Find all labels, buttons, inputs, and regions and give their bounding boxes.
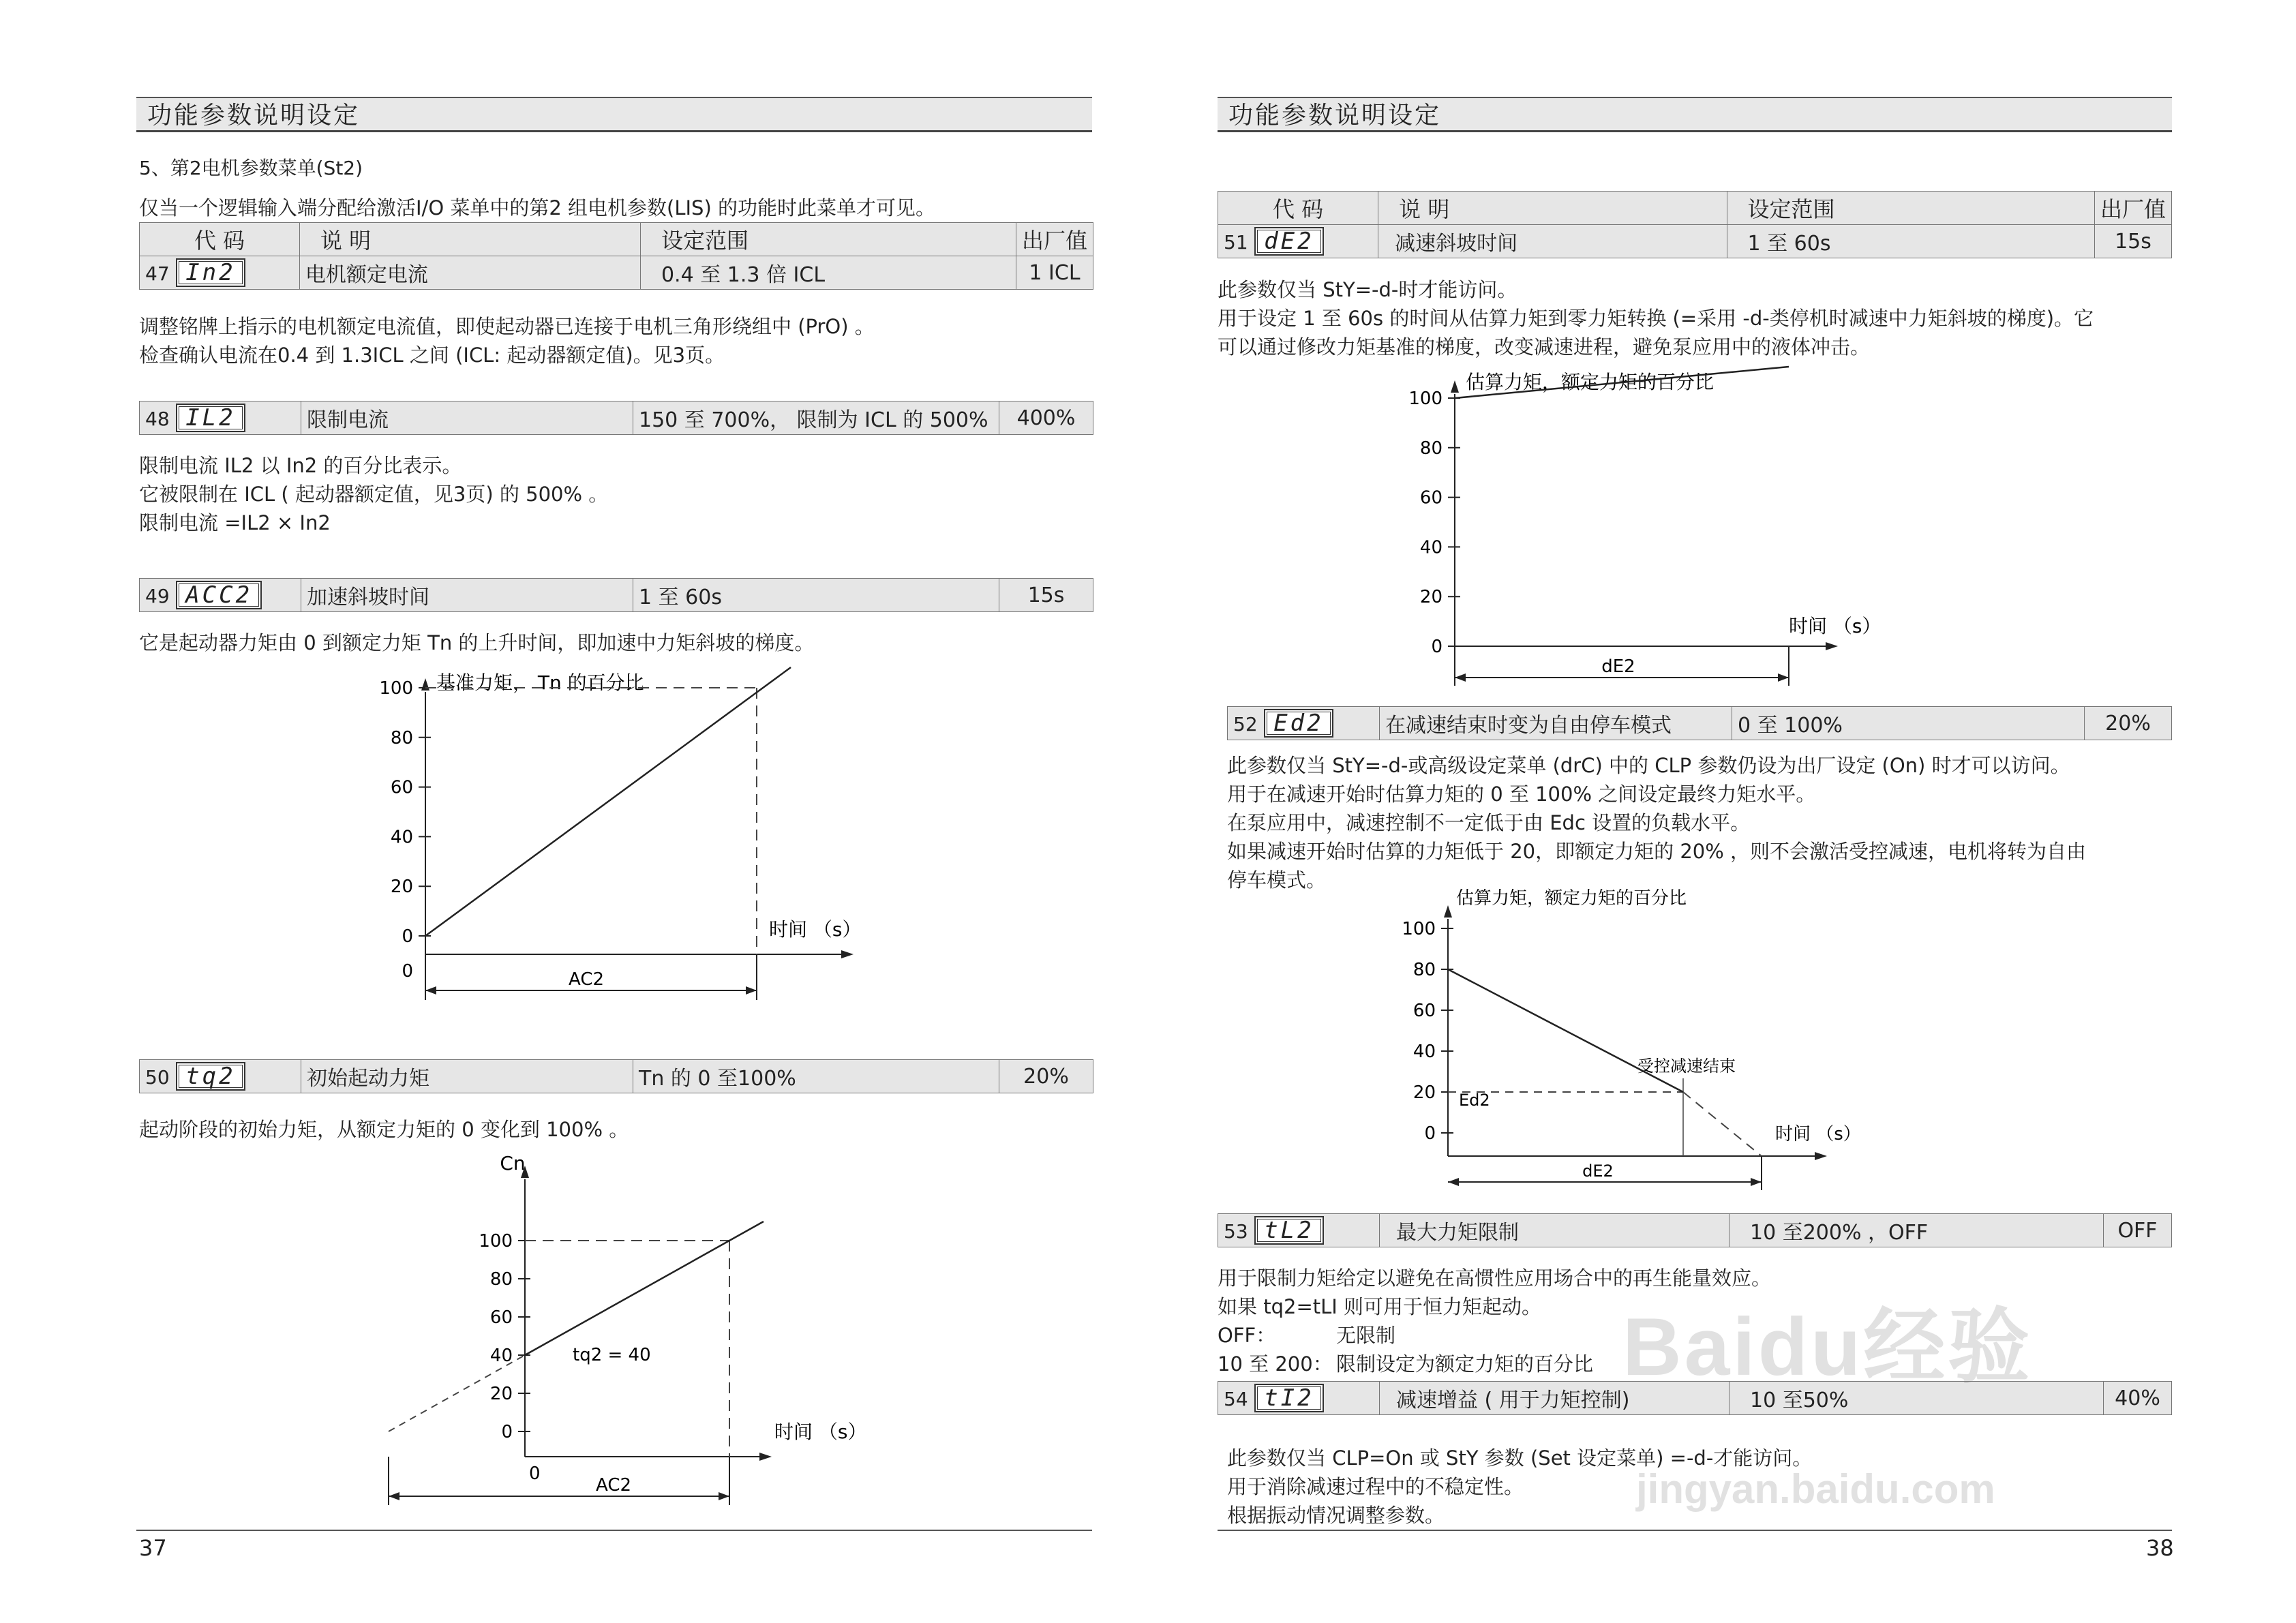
span-label: dE2 [1582, 1162, 1614, 1181]
p47-text-2: 检查确认电流在0.4 到 1.3ICL 之间 (ICL: 起动器额定值)。见3页。 [139, 344, 725, 367]
col-range: 设定范围 [1727, 192, 2094, 225]
y-axis-label: Cn [500, 1152, 526, 1174]
p53-off-desc: 无限制 [1336, 1324, 1396, 1347]
param-default: 15s [2094, 225, 2171, 258]
y-tick-label: 20 [390, 877, 413, 898]
span-arrow-head-left [389, 1492, 399, 1500]
y-tick-label: 100 [1408, 389, 1442, 409]
x-axis-arrow [841, 950, 854, 958]
param-default: 15s [999, 579, 1093, 612]
y-tick-label: 40 [489, 1346, 513, 1366]
param-num: 49 [145, 585, 170, 607]
param-num: 54 [1224, 1388, 1248, 1410]
y-axis-label: 估算力矩，额定力矩的百分比 [1456, 888, 1687, 909]
page-header-right: 功能参数说明设定 [1218, 97, 2172, 132]
y-tick-label: 100 [1402, 919, 1436, 939]
p54-text-3: 根据振动情况调整参数。 [1227, 1504, 1445, 1527]
x-axis-label: 时间 （s） [769, 918, 862, 941]
chart-deceleration-ramp [1393, 367, 1882, 687]
param-default: 1 ICL [1016, 256, 1093, 290]
param-desc: 电机额定电流 [299, 256, 640, 290]
param-desc: 减速斜坡时间 [1378, 225, 1727, 258]
y-tick-label: 20 [489, 1384, 513, 1404]
p54-text-1: 此参数仅当 CLP=On 或 StY 参数 (Set 设定菜单) =-d-才能访问。 [1227, 1446, 1813, 1470]
param-num: 48 [145, 408, 170, 430]
param-desc: 限制电流 [301, 401, 633, 435]
p53-range-label: 10 至 200： [1218, 1352, 1333, 1376]
y-tick-label: 60 [1419, 487, 1442, 509]
param-default: 400% [999, 401, 1093, 435]
p49-text-1: 它是起动器力矩由 0 到额定力矩 Tn 的上升时间，即加速中力矩斜坡的梯度。 [139, 631, 815, 654]
chart-freewheel-level [1393, 886, 1861, 1200]
param-num: 51 [1224, 231, 1248, 254]
param-code-display: tI2 [1254, 1384, 1323, 1412]
param-default: 20% [999, 1060, 1093, 1093]
y-tick-label: 40 [390, 827, 413, 848]
p52-text-1: 此参数仅当 StY=-d-或高级设定菜单 (drC) 中的 CLP 参数仍设为出厂设定 (On) 时才可以访问。 [1227, 754, 2070, 777]
p47-text-1: 调整铭牌上指示的电机额定电流值，即使起动器已连接于电机三角形绕组中 (PrO) 。 [139, 315, 875, 338]
x-axis-arrow [759, 1453, 772, 1461]
p52-text-5: 停车模式。 [1227, 868, 1327, 892]
footer-rule [1218, 1530, 2172, 1531]
watermark-url: jingyan.baidu.com [1636, 1466, 1995, 1512]
p53-text-1: 用于限制力矩给定以避免在高惯性应用场合中的再生能量效应。 [1218, 1266, 1772, 1290]
chart-initial-torque [368, 1152, 886, 1506]
col-desc: 说 明 [299, 223, 640, 256]
y-tick-label: 80 [390, 727, 413, 748]
param-desc: 最大力矩限制 [1380, 1214, 1729, 1247]
p54-text-2: 用于消除减速过程中的不稳定性。 [1227, 1475, 1524, 1498]
param-range: 0 至 100% [1732, 707, 2085, 740]
param-code-display: ACC2 [176, 581, 262, 609]
y-tick-label: 0 [501, 1422, 513, 1442]
span-arrow-head-left [425, 986, 436, 995]
y-tick-label: 40 [1419, 537, 1442, 558]
y-tick-label: 0 [1431, 637, 1442, 657]
p52-text-4: 如果减速开始时估算的力矩低于 20，即额定力矩的 20% ，则不会激活受控减速，电机将转为自由 [1227, 840, 2087, 863]
param-code-display: IL2 [176, 404, 245, 432]
origin-label: 0 [402, 961, 413, 982]
x-axis-label: 时间 （s） [774, 1421, 867, 1443]
origin-label: 0 [529, 1463, 541, 1484]
chart-acceleration-ramp [368, 665, 862, 1005]
y-tick-label: 20 [1419, 587, 1442, 608]
x-axis-label: 时间 （s） [1789, 615, 1882, 637]
param-num: 52 [1233, 713, 1258, 735]
param-table-51 [1218, 191, 2172, 258]
param-range: Tn 的 0 至100% [633, 1060, 999, 1093]
y-tick-label: 0 [1424, 1123, 1436, 1144]
controlled-decel-end-label: 受控减速结束 [1637, 1057, 1736, 1076]
param-code-display: tL2 [1254, 1216, 1323, 1245]
param-desc: 在减速结束时变为自由停车模式 [1380, 707, 1732, 740]
section-title: 5、第2电机参数菜单(St2) [139, 157, 363, 179]
param-num: 47 [145, 262, 170, 285]
ed2-label: Ed2 [1459, 1091, 1490, 1110]
param-range: 1 至 60s [1727, 225, 2094, 258]
col-range: 设定范围 [640, 223, 1016, 256]
y-tick-label: 100 [379, 678, 413, 699]
col-default: 出厂值 [1016, 223, 1093, 256]
param-table-47 [139, 222, 1093, 290]
span-arrow-head-right [1778, 673, 1789, 682]
page-number-right: 38 [2146, 1535, 2174, 1561]
param-desc: 加速斜坡时间 [301, 579, 633, 612]
param-range: 1 至 60s [633, 579, 999, 612]
p52-text-3: 在泵应用中，减速控制不一定低于由 Edc 设置的负载水平。 [1227, 811, 1751, 834]
param-default: 20% [2085, 707, 2172, 740]
y-tick-label: 60 [489, 1307, 513, 1328]
p51-text-3: 可以通过修改力矩基准的梯度，改变减速进程，避免泵应用中的液体冲击。 [1218, 335, 1871, 359]
col-code: 代 码 [140, 223, 300, 256]
page-header-left: 功能参数说明设定 [136, 97, 1092, 132]
y-tick-label: 20 [1413, 1082, 1436, 1103]
p51-text-1: 此参数仅当 StY=-d-时才能访问。 [1218, 278, 1517, 301]
param-range: 10 至50% [1729, 1382, 2104, 1415]
footer-rule [136, 1530, 1092, 1531]
y-axis-label: 基准力矩， Tn 的百分比 [436, 671, 644, 694]
torque-ramp-line [425, 667, 791, 936]
p53-range-desc: 限制设定为额定力矩的百分比 [1336, 1352, 1594, 1376]
param-range: 0.4 至 1.3 倍 ICL [640, 256, 1016, 290]
param-table-48 [139, 401, 1093, 435]
param-range: 10 至200% ，OFF [1729, 1214, 2104, 1247]
param-num: 53 [1224, 1220, 1248, 1243]
y-tick-label: 60 [1413, 1001, 1436, 1021]
x-axis-arrow [1826, 642, 1838, 650]
param-desc: 初始起动力矩 [301, 1060, 633, 1093]
col-desc: 说 明 [1378, 192, 1727, 225]
y-axis-arrow [1444, 905, 1452, 917]
param-code-display: tq2 [176, 1062, 245, 1091]
param-range: 150 至 700%， 限制为 ICL 的 500% [633, 401, 999, 435]
p48-text-2: 它被限制在 ICL ( 起动器额定值，见3页) 的 500% 。 [139, 483, 609, 506]
p48-text-3: 限制电流 =IL2 × In2 [139, 511, 331, 534]
y-axis-arrow [421, 678, 429, 691]
y-tick-label: 40 [1413, 1042, 1436, 1062]
param-code-display: In2 [176, 258, 245, 287]
p52-text-2: 用于在减速开始时估算力矩的 0 至 100% 之间设定最终力矩水平。 [1227, 783, 1816, 806]
y-tick-label: 80 [1419, 438, 1442, 459]
y-tick-label: 100 [479, 1231, 513, 1252]
y-tick-label: 60 [390, 777, 413, 798]
param-desc: 减速增益 ( 用于力矩控制) [1380, 1382, 1729, 1415]
p50-text-1: 起动阶段的初始力矩，从额定力矩的 0 变化到 100% 。 [139, 1118, 629, 1141]
param-code-display: dE2 [1254, 227, 1323, 256]
param-table-52 [1227, 706, 2172, 740]
x-axis-label: 时间 （s） [1775, 1124, 1861, 1144]
torque-ramp-line [525, 1222, 764, 1355]
x-axis-arrow [1815, 1152, 1827, 1160]
param-table-49 [139, 578, 1093, 612]
param-table-50 [139, 1059, 1093, 1093]
span-arrow-head-right [719, 1492, 729, 1500]
menu-intro: 仅当一个逻辑输入端分配给激活I/O 菜单中的第2 组电机参数(LIS) 的功能时此菜单才可见。 [139, 196, 936, 219]
page-number-left: 37 [139, 1535, 167, 1561]
y-tick-label: 80 [1413, 960, 1436, 980]
span-arrow-head-left [1455, 673, 1466, 682]
p53-text-2: 如果 tq2=tLI 则可用于恒力矩起动。 [1218, 1295, 1542, 1318]
span-arrow-head-right [1751, 1178, 1762, 1186]
p48-text-1: 限制电流 IL2 以 In2 的百分比表示。 [139, 454, 462, 477]
param-default: OFF [2104, 1214, 2172, 1247]
span-label: AC2 [568, 969, 605, 990]
y-axis-label: 估算力矩，额定力矩的百分比 [1466, 371, 1715, 393]
col-default: 出厂值 [2094, 192, 2171, 225]
param-num: 50 [145, 1066, 170, 1089]
param-table-53 [1218, 1213, 2172, 1247]
span-arrow-head-left [1448, 1178, 1459, 1186]
p53-off-label: OFF： [1218, 1324, 1276, 1347]
y-tick-label: 0 [402, 926, 413, 947]
span-arrow-head-right [746, 986, 757, 995]
p51-text-2: 用于设定 1 至 60s 的时间从估算力矩到零力矩转换 (=采用 -d-类停机时减速中力矩斜坡的梯度)。它 [1218, 307, 2094, 330]
torque-ramp-line [1448, 969, 1683, 1092]
y-tick-label: 80 [489, 1269, 513, 1290]
col-code: 代 码 [1218, 192, 1378, 225]
ramp-extrapolation-dashed [1683, 1092, 1762, 1156]
span-label: dE2 [1601, 656, 1635, 677]
param-default: 40% [2104, 1382, 2172, 1415]
y-axis-arrow [1451, 380, 1459, 393]
watermark-logo: Baidu经验 [1622, 1301, 2033, 1393]
param-code-display: Ed2 [1264, 709, 1333, 738]
tq2-annotation: tq2 = 40 [573, 1345, 651, 1365]
span-label: AC2 [595, 1475, 632, 1496]
